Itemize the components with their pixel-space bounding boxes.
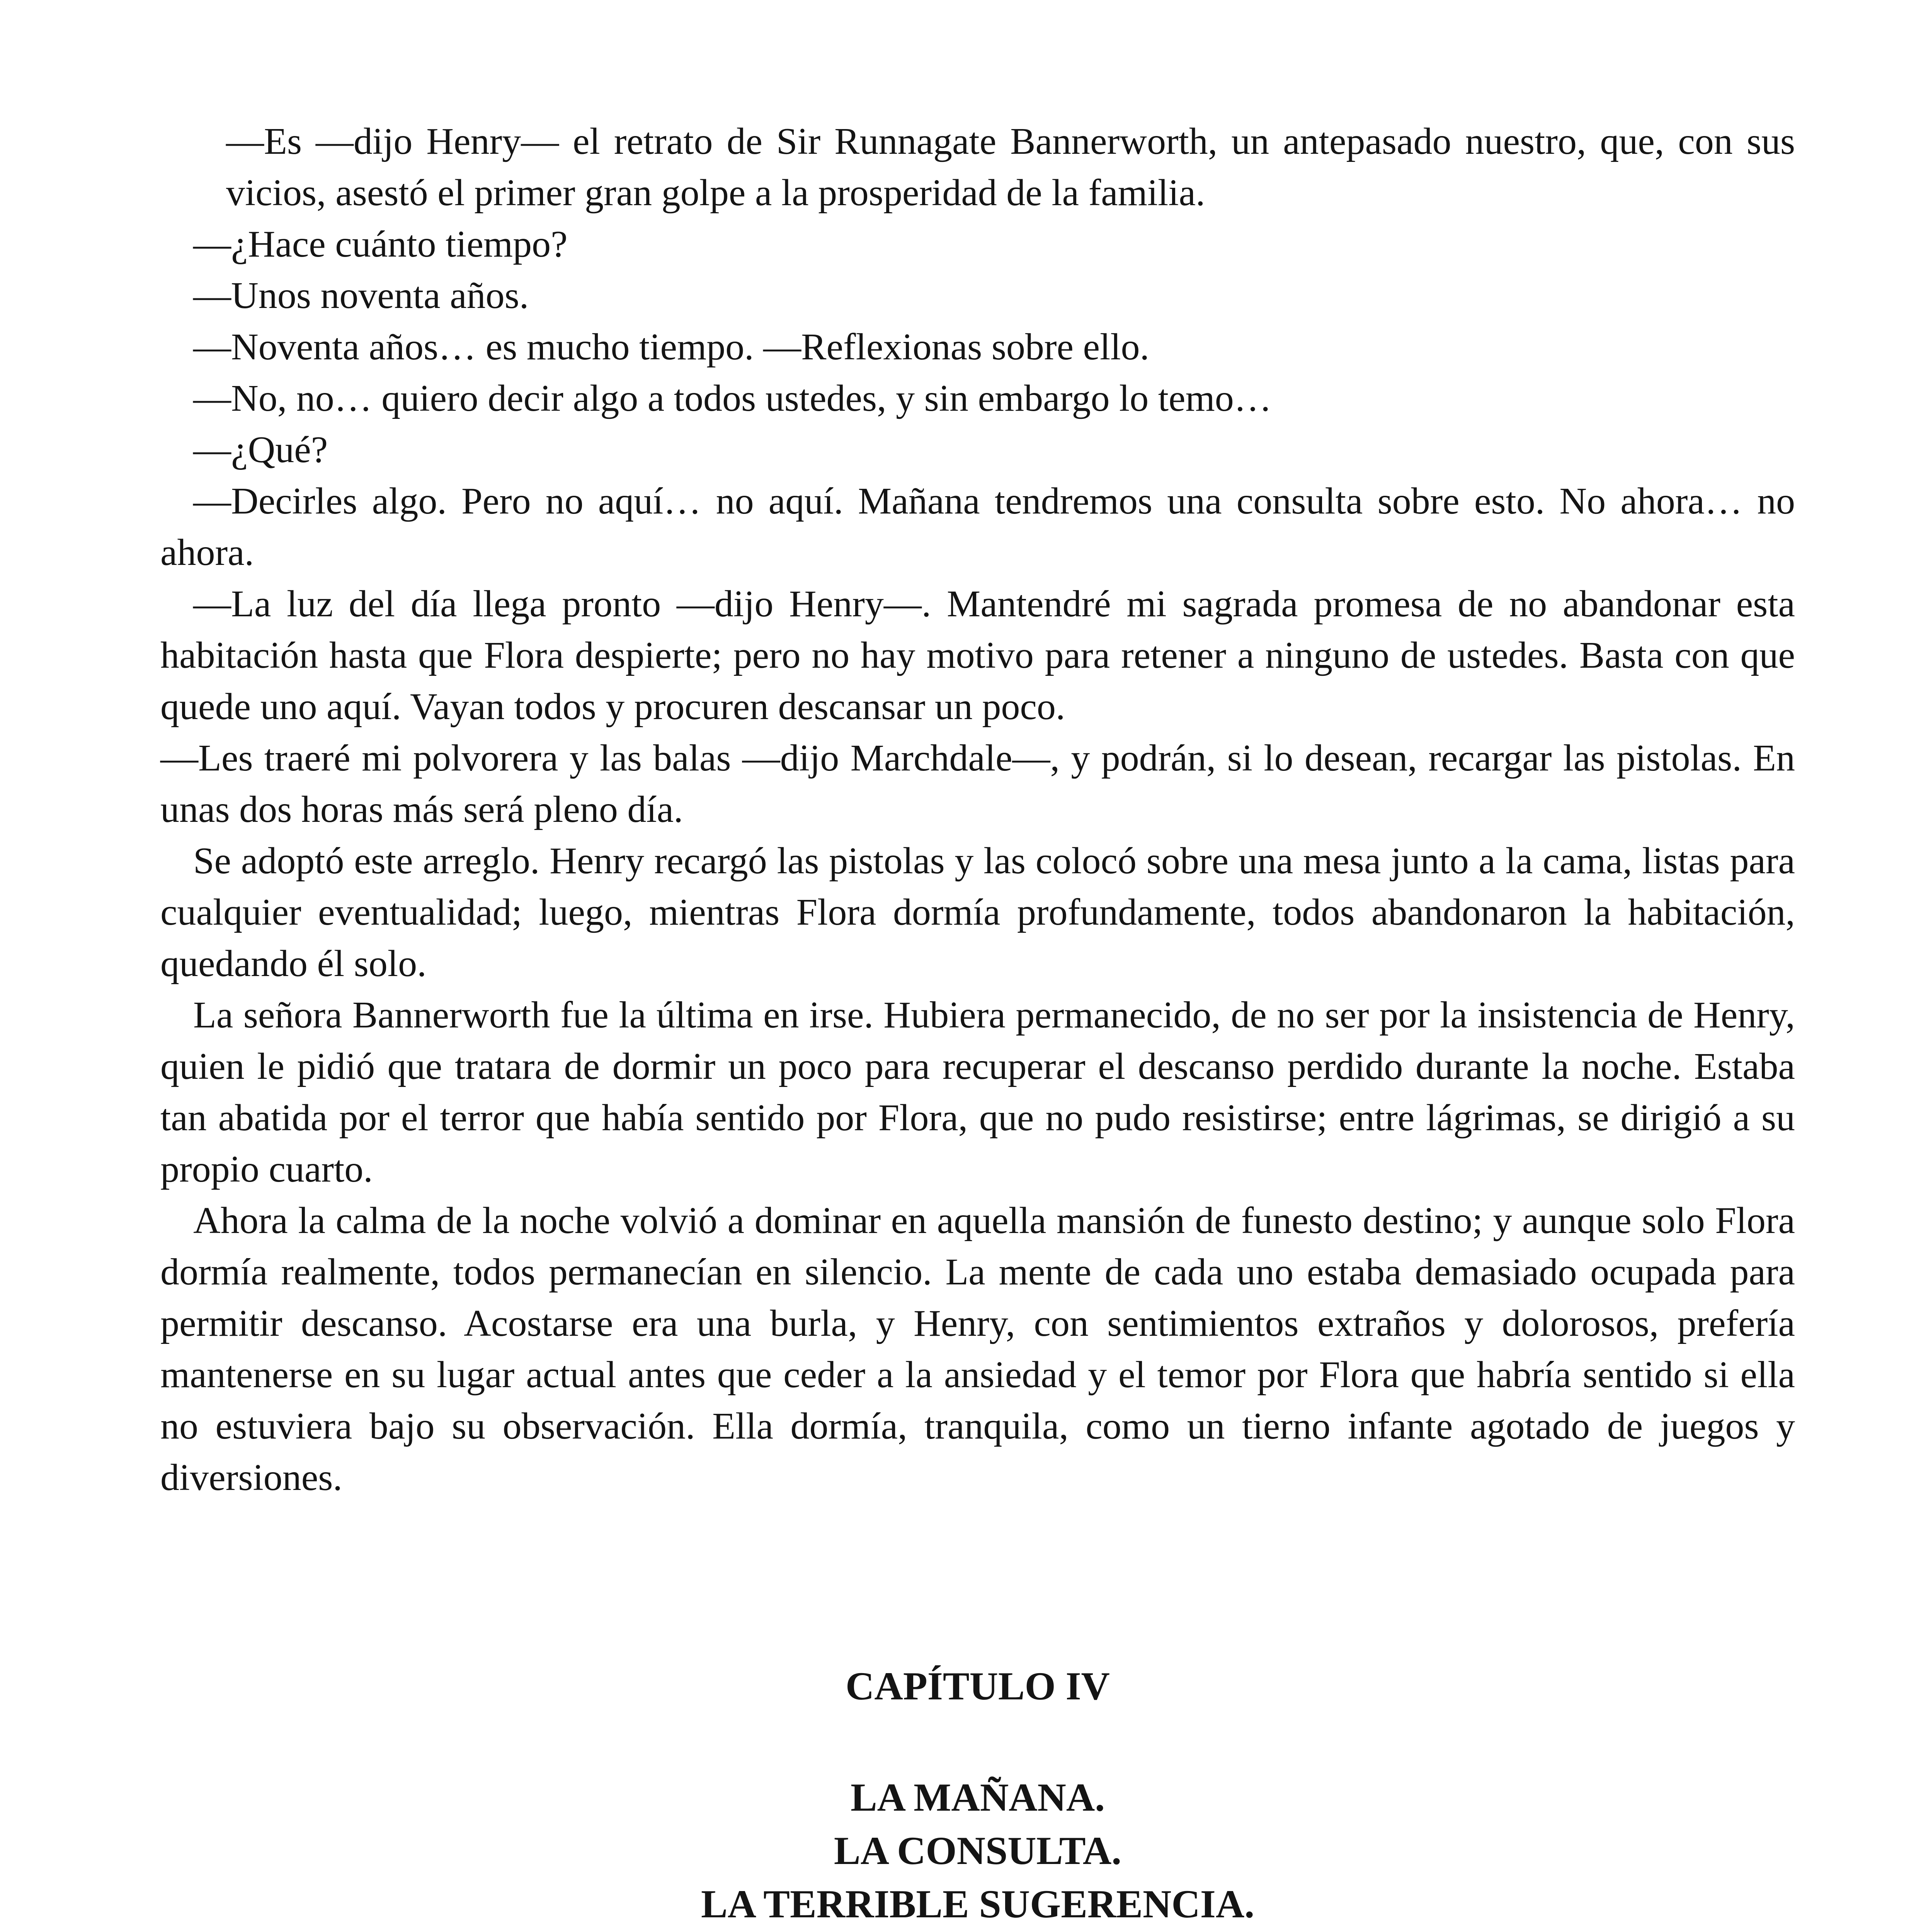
chapter-title-line: LA TERRIBLE SUGERENCIA. <box>701 1882 1254 1926</box>
paragraph: —No, no… quiero decir algo a todos ustedes, y sin embargo lo temo… <box>193 378 1272 419</box>
paragraph: —Unos noventa años. <box>193 275 529 316</box>
paragraph: Se adoptó este arreglo. Henry recargó las pistolas y las colocó sobre una mesa junto a la cama, listas para cualquier eventualidad; luego, mientras Flora dormía profundamente, todos abandonaron la habitación, quedando él solo. <box>160 840 1795 985</box>
paragraph: La señora Bannerworth fue la última en irse. Hubiera permanecido, de no ser por la insistencia de Henry, quien le pidió que tratara de dormir un poco para recuperar el descanso perdido durante la noche. Estaba tan abatida por el terror que había sentido por Flora, que no pudo resistirse; entre lágrimas, se dirigió a su propio cuarto. <box>160 994 1795 1190</box>
chapter-title-line: LA CONSULTA. <box>834 1829 1122 1873</box>
chapter-heading: CAPÍTULO IV <box>846 1664 1110 1708</box>
paragraph: —Noventa años… es mucho tiempo. —Reflexionas sobre ello. <box>193 326 1149 368</box>
paragraph: —¿Qué? <box>193 429 328 471</box>
paragraph: —Decirles algo. Pero no aquí… no aquí. Mañana tendremos una consulta sobre esto. No ahora… no ahora. <box>160 480 1795 573</box>
chapter-title-line: LA MAÑANA. <box>850 1776 1105 1820</box>
paragraph: —La luz del día llega pronto —dijo Henry—. Mantendré mi sagrada promesa de no abandonar esta habitación hasta que Flora despierte; pero no hay motivo para retener a ninguno de ustedes. Basta con que quede uno aquí. Vayan todos y procuren descansar un poco. <box>160 583 1795 728</box>
body-text <box>160 116 1795 1503</box>
paragraph: —Es —dijo Henry— el retrato de Sir Runnagate Bannerworth, un antepasado nuestro, que, con sus vicios, asestó el primer gran golpe a la prosperidad de la familia. <box>226 121 1795 214</box>
paragraph: —Les traeré mi polvorera y las balas —dijo Marchdale—, y podrán, si lo desean, recargar las pistolas. En unas dos horas más será pleno día. <box>160 737 1795 830</box>
chapter-header <box>160 1660 1795 1931</box>
chapter-title <box>160 1771 1795 1931</box>
paragraph: —¿Hace cuánto tiempo? <box>193 223 568 265</box>
paragraph: Ahora la calma de la noche volvió a dominar en aquella mansión de funesto destino; y aunque solo Flora dormía realmente, todos permanecían en silencio. La mente de cada uno estaba demasiado ocupada para permitir descanso. Acostarse era una burla, y Henry, con sentimientos extraños y dolorosos, prefería mantenerse en su lugar actual antes que ceder a la ansiedad y el temor por Flora que habría sentido si ella no estuviera bajo su observación. Ella dormía, tranquila, como un tierno infante agotado de juegos y diversiones. <box>160 1200 1795 1498</box>
